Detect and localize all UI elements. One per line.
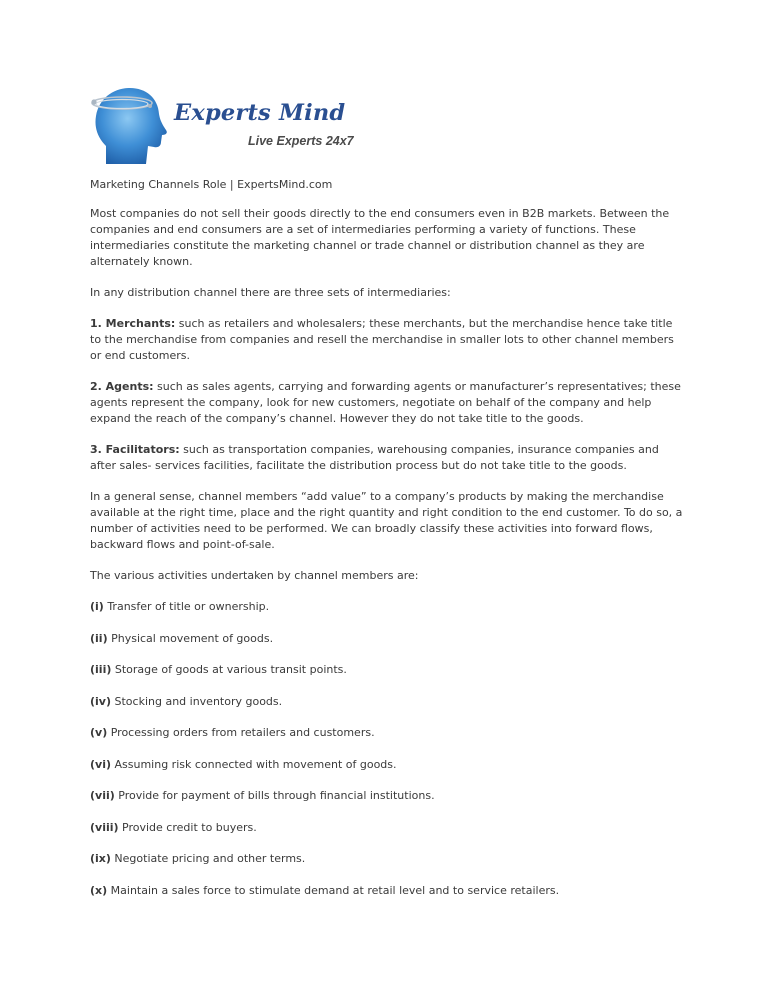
intermediary-text: such as sales agents, carrying and forwarding agents or manufacturer’s representatives; these agents represent the company, look for new customers, negotiate on behalf of the company and help expand the reach of the company’s channel. However they do not take title to the goods. <box>90 380 681 425</box>
activity-text: Assuming risk connected with movement of goods. <box>111 757 397 771</box>
intermediary-label: 2. Agents: <box>90 380 154 393</box>
activity-number: (iv) <box>90 694 111 708</box>
intermediary-agents <box>90 379 686 427</box>
activity-text: Maintain a sales force to stimulate demand at retail level and to service retailers. <box>107 883 560 897</box>
activity-text: Negotiate pricing and other terms. <box>110 852 306 865</box>
intermediary-label: 3. Facilitators: <box>90 443 180 456</box>
activity-item <box>90 694 686 710</box>
activity-number: (vi) <box>90 757 111 771</box>
activity-item <box>90 883 686 899</box>
activity-number: (v) <box>90 726 108 739</box>
activity-item <box>90 757 686 773</box>
logo-brand-name: Experts Mind <box>174 100 346 126</box>
activity-item <box>90 725 686 741</box>
activity-number: (x) <box>90 883 108 897</box>
activities-intro: The various activities undertaken by channel members are: <box>90 569 419 582</box>
intermediary-facilitators <box>90 442 686 474</box>
activity-text: Storage of goods at various transit points. <box>111 663 347 676</box>
logo-tagline: Live Experts 24x7 <box>248 134 354 148</box>
activity-number: (ii) <box>90 631 108 645</box>
intermediary-merchants <box>90 316 686 364</box>
activity-item <box>90 788 686 804</box>
activity-item <box>90 662 686 678</box>
intro-paragraph: Most companies do not sell their goods directly to the end consumers even in B2B markets. Between the companies and end consumers are a set of intermediaries performing a variety of functions. These intermediaries constitute the marketing channel or trade channel or distribution channel as they are alternately known. <box>90 207 670 268</box>
activity-number: (viii) <box>90 820 119 834</box>
intermediaries-intro: In any distribution channel there are three sets of intermediaries: <box>90 286 451 299</box>
activity-number: (iii) <box>90 663 112 676</box>
intermediary-text: such as transportation companies, warehousing companies, insurance companies and after sales- services facilities, facilitate the distribution process but do not take title to the goods. <box>90 443 659 472</box>
activity-item <box>90 631 686 647</box>
document-title: Marketing Channels Role | ExpertsMind.com <box>90 178 333 191</box>
activity-item <box>90 851 686 867</box>
intermediary-label: 1. Merchants: <box>90 317 176 330</box>
article-body <box>90 177 686 914</box>
head-silhouette-icon <box>88 84 178 168</box>
activity-item <box>90 820 686 836</box>
activity-number: (i) <box>90 600 104 613</box>
intermediary-text: such as retailers and wholesalers; these merchants, but the merchandise hence take title to the merchandise from companies and resell the merchandise in smaller lots to other channel members or end customers. <box>90 317 674 362</box>
activity-text: Stocking and inventory goods. <box>111 694 283 708</box>
activity-text: Processing orders from retailers and customers. <box>107 726 375 739</box>
activity-text: Transfer of title or ownership. <box>103 600 270 613</box>
value-paragraph: In a general sense, channel members “add value” to a company’s products by making the merchandise available at the right time, place and the right quantity and right condition to the end customer. To do so, a number of activities need to be performed. We can broadly classify these activities into forward flows, backward flows and point-of-sale. <box>90 490 683 551</box>
activity-number: (vii) <box>90 789 115 802</box>
activity-text: Physical movement of goods. <box>107 631 274 645</box>
activity-number: (ix) <box>90 852 111 865</box>
activity-item <box>90 599 686 615</box>
activity-text: Provide for payment of bills through financial institutions. <box>114 789 435 802</box>
activity-text: Provide credit to buyers. <box>118 820 257 834</box>
experts-mind-logo <box>88 84 368 168</box>
